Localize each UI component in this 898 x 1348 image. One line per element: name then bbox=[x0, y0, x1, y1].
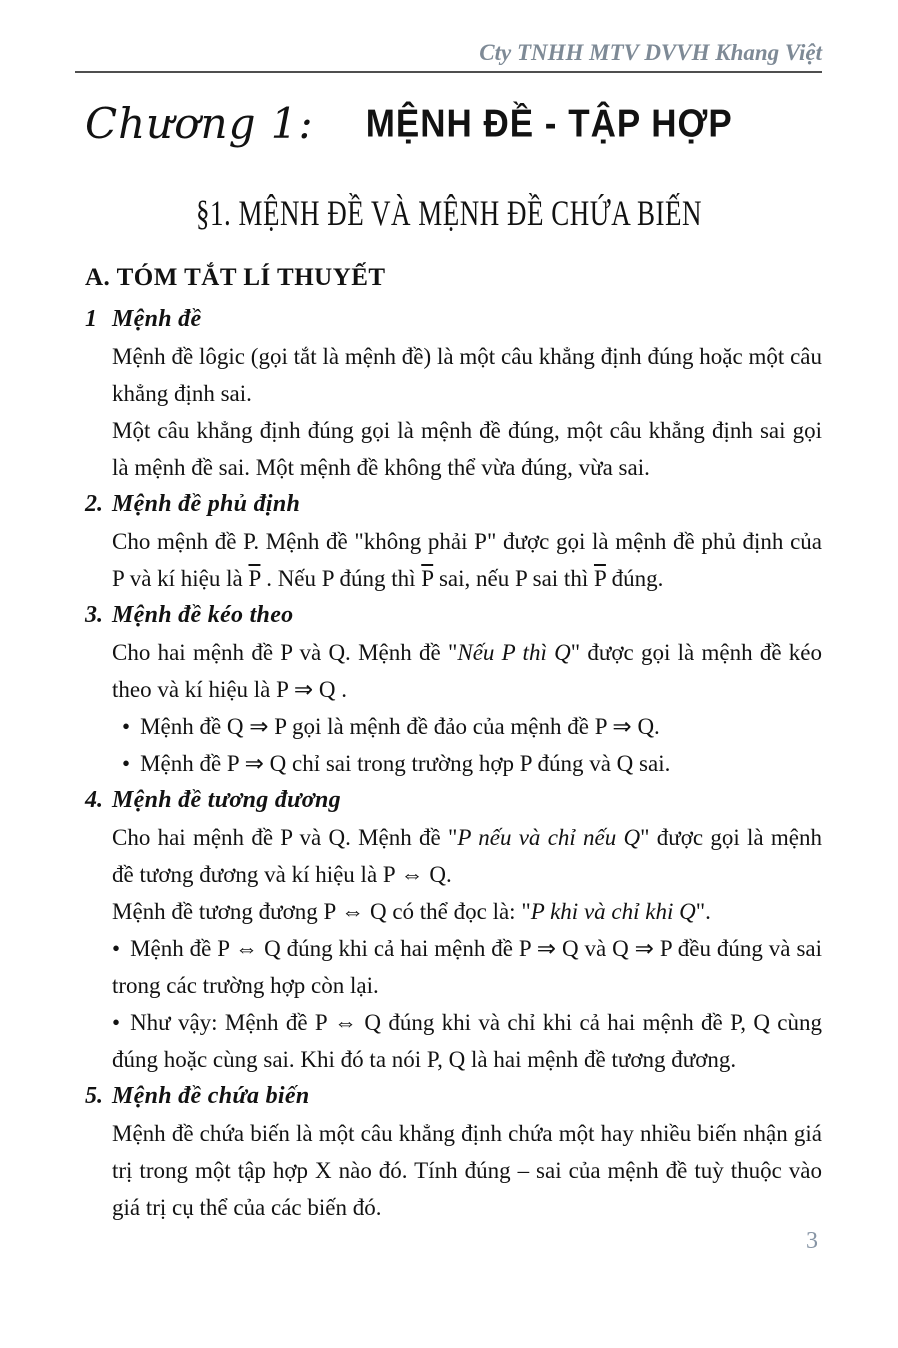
paragraph bbox=[112, 893, 822, 930]
item-heading bbox=[85, 301, 822, 338]
text-run: $\overline{P}$ bbox=[248, 566, 261, 591]
theory-item bbox=[85, 597, 822, 782]
item-title: Mệnh đề tương đương bbox=[112, 787, 341, 813]
item-title: Mệnh đề chứa biến bbox=[112, 1083, 310, 1109]
item-number: 5. bbox=[85, 1083, 103, 1109]
item-title: Mệnh đề kéo theo bbox=[112, 602, 294, 628]
theory-item bbox=[85, 301, 822, 486]
paragraph bbox=[112, 412, 822, 486]
bullet-paragraph bbox=[112, 1004, 822, 1078]
theory-item bbox=[85, 486, 822, 597]
text-run: Mệnh đề P ⇒ Q chỉ sai trong trường hợp P đúng và Q sai. bbox=[140, 751, 671, 776]
text-run: sai, nếu P sai thì bbox=[433, 566, 594, 591]
theory-item bbox=[85, 1078, 822, 1226]
bullet-icon: • bbox=[112, 1010, 121, 1035]
chapter-label: Chương 1: bbox=[85, 99, 314, 148]
paragraph bbox=[112, 338, 822, 412]
bullet-icon: • bbox=[122, 751, 131, 776]
paragraph bbox=[112, 819, 822, 893]
bullet-icon: • bbox=[112, 936, 121, 961]
text-run: Như vậy: Mệnh đề P ⇔ Q đúng khi và chỉ khi cả hai mệnh đề P, Q cùng đúng hoặc cùng sai. Khi đó ta nói P, Q là hai mệnh đề tương đương. bbox=[112, 1010, 822, 1072]
text-run: ". bbox=[695, 899, 711, 924]
text-run: P nếu và chỉ nếu Q bbox=[457, 825, 641, 850]
item-number: 3. bbox=[85, 602, 103, 628]
text-run: Một câu khẳng định đúng gọi là mệnh đề đúng, một câu khẳng định sai gọi là mệnh đề sai. Một mệnh đề không thể vừa đúng, vừa sai. bbox=[112, 418, 822, 480]
text-run: . Nếu P đúng thì bbox=[260, 566, 422, 591]
theory-items bbox=[85, 301, 822, 1226]
bullet-paragraph bbox=[112, 708, 822, 745]
text-run: $\overline{P}$ bbox=[593, 566, 606, 591]
item-title: Mệnh đề bbox=[112, 306, 202, 332]
item-heading bbox=[85, 782, 822, 819]
text-run: đúng. bbox=[605, 566, 664, 591]
text-run: Cho hai mệnh đề P và Q. Mệnh đề " bbox=[112, 825, 458, 850]
item-number: 4. bbox=[85, 787, 103, 813]
part-a-heading: A. TÓM TẮT LÍ THUYẾT bbox=[85, 264, 386, 291]
item-heading bbox=[85, 486, 822, 523]
chapter-title: MỆNH ĐỀ - TẬP HỢP bbox=[365, 101, 733, 146]
paragraph bbox=[112, 523, 822, 597]
text-run: Cho mệnh đề P. Mệnh đề "không phải P" được gọi là mệnh đề phủ định của P và kí hiệu là bbox=[112, 529, 822, 591]
chapter-banner bbox=[85, 98, 822, 150]
publisher-name: Cty TNHH MTV DVVH Khang Việt bbox=[479, 40, 822, 65]
item-number: 2. bbox=[85, 491, 103, 517]
text-run: " được gọi là mệnh đề kéo theo và kí hiệu là P ⇒ Q . bbox=[112, 640, 823, 702]
text-run: Mệnh đề Q ⇒ P gọi là mệnh đề đảo của mệnh đề P ⇒ Q. bbox=[140, 714, 660, 739]
section-title: §1. MỆNH ĐỀ VÀ MỆNH ĐỀ CHỨA BIẾN bbox=[196, 192, 702, 234]
paragraph bbox=[112, 634, 822, 708]
running-header bbox=[75, 40, 822, 73]
text-run: Mệnh đề chứa biến là một câu khẳng định chứa một hay nhiều biến nhận giá trị trong một tập hợp X nào đó. Tính đúng – sai của mệnh đề tuỳ thuộc vào giá trị cụ thể của các biến đó. bbox=[112, 1121, 822, 1220]
bullet-paragraph bbox=[112, 930, 822, 1004]
bullet-icon: • bbox=[122, 714, 131, 739]
text-run: " được gọi là mệnh đề tương đương và kí hiệu là P ⇔ Q. bbox=[112, 825, 822, 887]
theory-item bbox=[85, 782, 822, 1078]
page-number: 3 bbox=[806, 1228, 818, 1254]
item-heading bbox=[85, 597, 822, 634]
item-heading bbox=[85, 1078, 822, 1115]
paragraph bbox=[112, 1115, 822, 1226]
text-run: Mệnh đề P ⇔ Q đúng khi cả hai mệnh đề P ⇒ Q và Q ⇒ P đều đúng và sai trong các trường hợp còn lại. bbox=[112, 936, 822, 998]
text-run: Mệnh đề lôgic (gọi tắt là mệnh đề) là một câu khẳng định đúng hoặc một câu khẳng định sai. bbox=[112, 344, 822, 406]
bullet-paragraph bbox=[112, 745, 822, 782]
item-title: Mệnh đề phủ định bbox=[112, 491, 301, 517]
text-run: Nếu P thì Q bbox=[457, 640, 571, 665]
text-run: Mệnh đề tương đương P ⇔ Q có thể đọc là: " bbox=[112, 899, 531, 924]
item-number: 1 bbox=[85, 306, 97, 332]
text-run: P khi và chỉ khi Q bbox=[530, 899, 696, 924]
text-run: $\overline{P}$ bbox=[421, 566, 434, 591]
text-run: Cho hai mệnh đề P và Q. Mệnh đề " bbox=[112, 640, 458, 665]
